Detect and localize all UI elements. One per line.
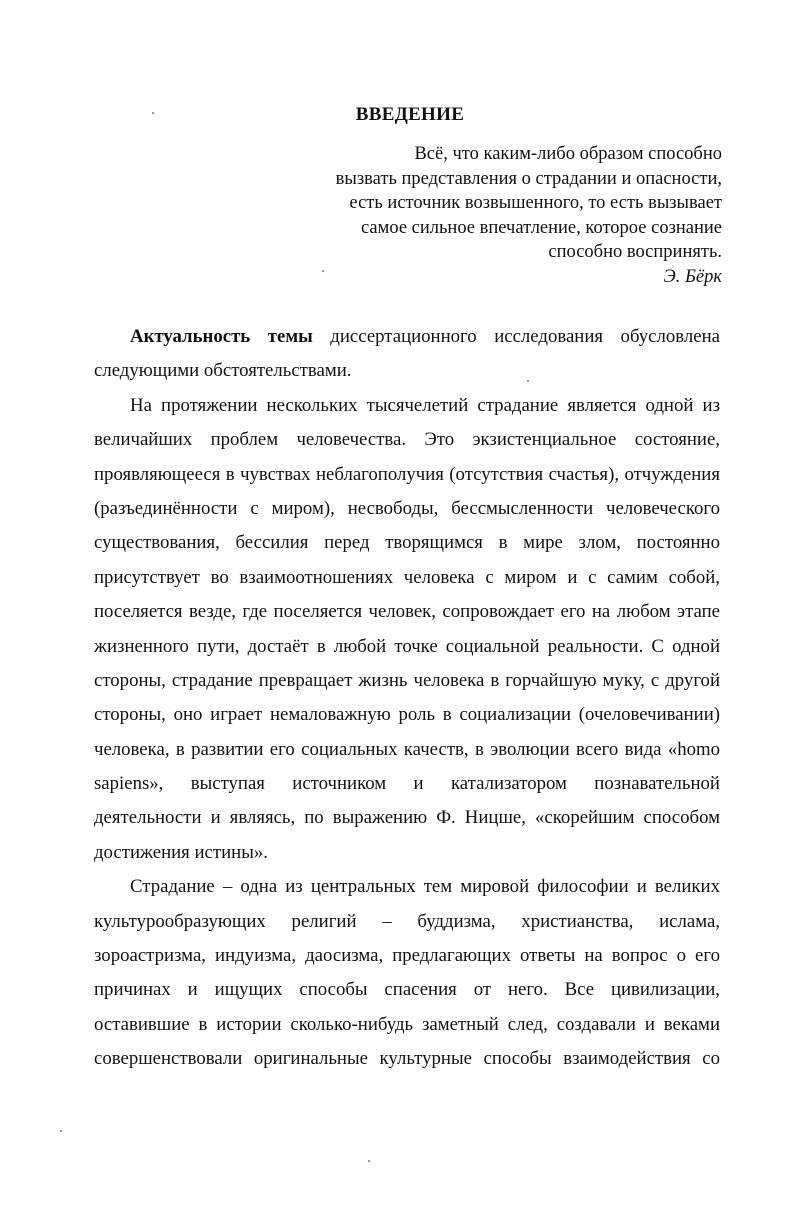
scan-speck: [527, 380, 529, 382]
paragraph-line: [94, 320, 720, 354]
paragraph-line: присутствует во взаимоотношениях человека с миром и с самим собой,: [94, 566, 720, 588]
epigraph-line: вызвать представления о страдании и опасности,: [335, 168, 722, 189]
paragraph-line: Страдание – одна из центральных тем мировой философии и великих: [130, 876, 720, 898]
paragraph-line: стороны, страдание превращает жизнь человека в горчайшую муку, с другой: [94, 669, 720, 691]
bold-lead: Актуальность темы: [130, 326, 313, 347]
paragraph-line: величайших проблем человечества. Это экзистенциальное состояние,: [94, 429, 720, 451]
paragraph-line: На протяжении нескольких тысячелетий страдание является одной из: [130, 394, 720, 416]
paragraph-line: совершенствовали оригинальные культурные способы взаимодействия со: [94, 1048, 720, 1070]
paragraph-line: деятельности и являясь, по выражению Ф. Ницше, «скорейшим способом: [94, 807, 720, 829]
paragraph-line: следующими обстоятельствами.: [94, 360, 352, 382]
scan-speck: [60, 1130, 62, 1132]
paragraph-line: поселяется везде, где поселяется человек, сопровождает его на любом этапе: [94, 601, 720, 623]
paragraph-line: оставившие в истории сколько-нибудь заметный след, создавали и веками: [94, 1013, 720, 1035]
paragraph-line: (разъединённости с миром), несвободы, бессмысленности человеческого: [94, 497, 720, 519]
paragraph-line: культурообразующих религий – буддизма, христианства, ислама,: [94, 910, 720, 932]
paragraph-line: проявляющееся в чувствах неблагополучия (отсутствия счастья), отчуждения: [94, 463, 720, 485]
paragraph-line: причинах и ищущих способы спасения от него. Все цивилизации,: [94, 979, 720, 1001]
scan-speck: [368, 1160, 370, 1162]
paragraph-line-rest: диссертационного исследования обусловлена: [312, 326, 720, 347]
paragraph-line: стороны, оно играет немаловажную роль в социализации (очеловечивании): [94, 704, 720, 726]
scan-speck: [322, 270, 324, 272]
paragraph-suffering-history: [94, 389, 720, 870]
scan-speck: [152, 112, 154, 114]
epigraph: [262, 142, 722, 289]
section-title: ВВЕДЕНИЕ: [355, 104, 465, 125]
paragraph-line: существования, бессилия перед творящимся в мире злом, постоянно: [94, 532, 720, 554]
paragraph-relevance: [94, 320, 720, 389]
paragraph-line: зороастризма, индуизма, даосизма, предлагающих ответы на вопрос о его: [94, 945, 720, 967]
paragraph-line: sapiens», выступая источником и катализатором познавательной: [94, 773, 720, 795]
paragraph-suffering-religions: [94, 870, 720, 1076]
epigraph-author: Э. Бёрк: [663, 266, 722, 287]
paragraph-line: достижения истины».: [94, 841, 268, 863]
epigraph-line: есть источник возвышенного, то есть вызывает: [349, 193, 722, 213]
epigraph-line: Всё, что каким-либо образом способно: [414, 144, 722, 164]
body-text: [94, 320, 720, 1077]
paragraph-line: жизненного пути, достаёт в любой точке социальной реальности. С одной: [94, 635, 720, 657]
epigraph-line: способно воспринять.: [548, 242, 722, 262]
paragraph-line: человека, в развитии его социальных качеств, в эволюции всего вида «homo: [94, 738, 720, 760]
epigraph-line: самое сильное впечатление, которое сознание: [360, 217, 722, 238]
